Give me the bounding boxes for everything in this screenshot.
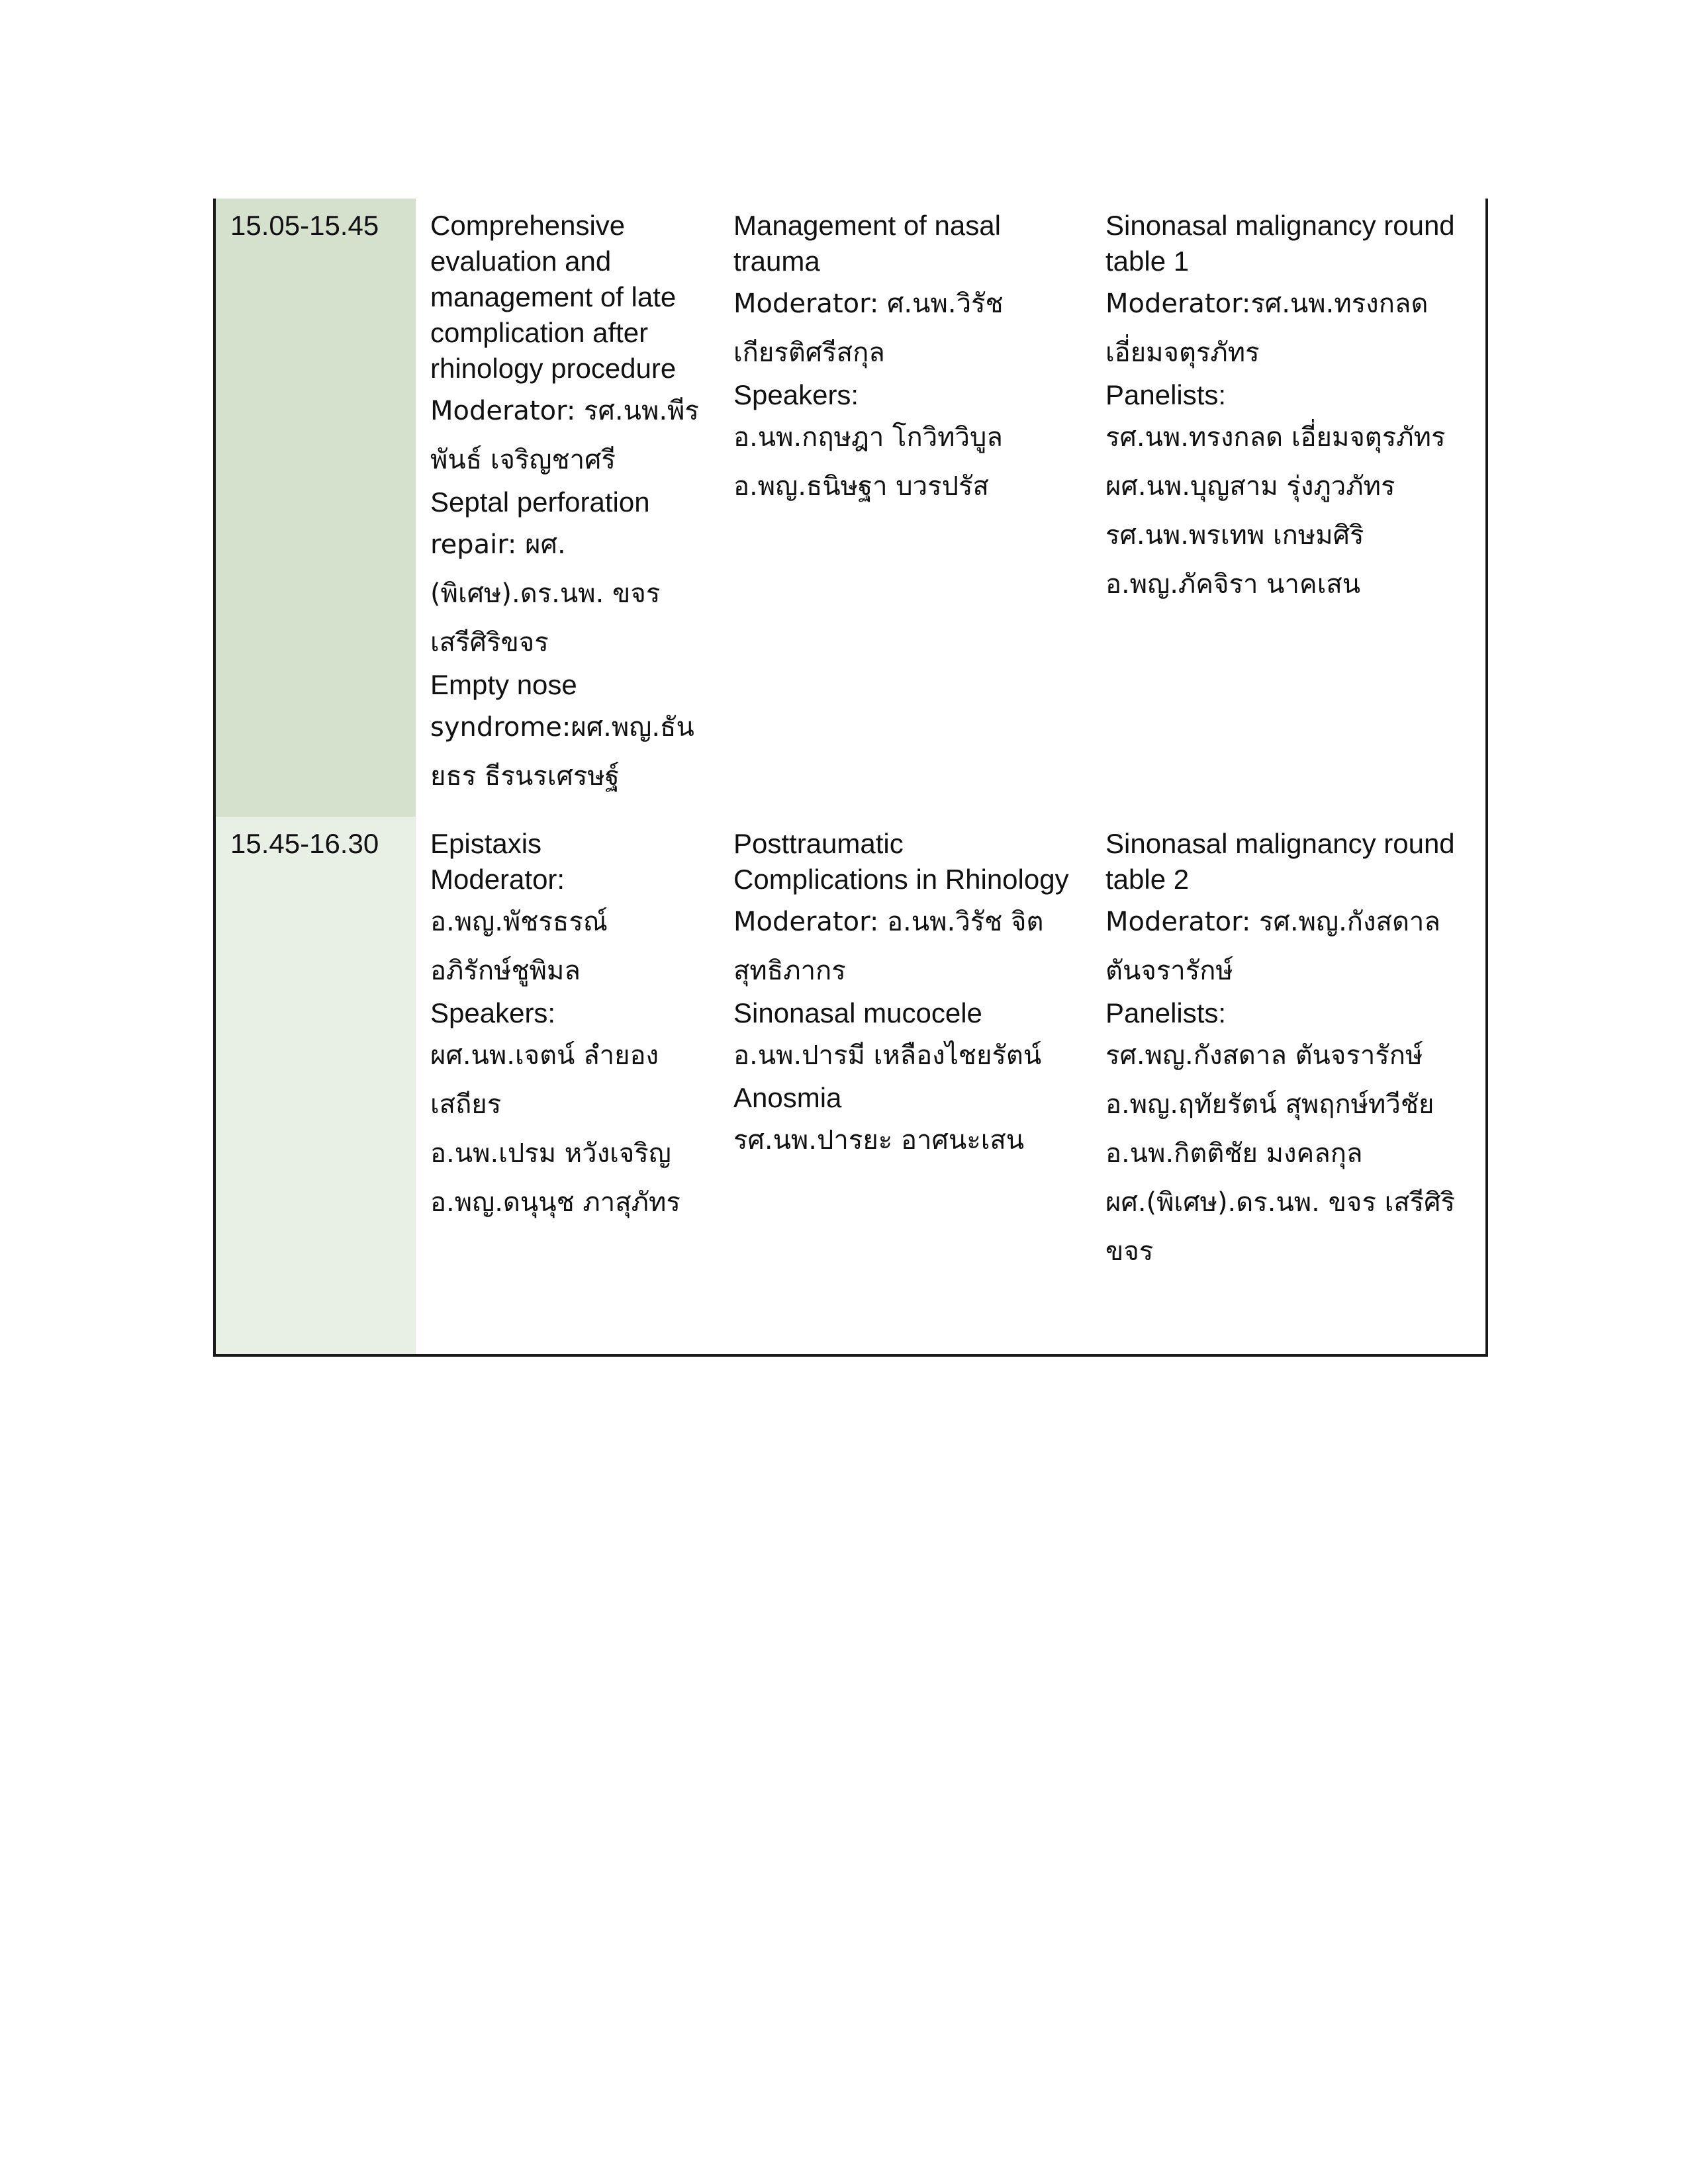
moderator-line: Moderator: รศ.นพ.พีร [430, 396, 699, 426]
moderator-line: ตันจรารักษ์ [1105, 956, 1233, 986]
speaker-line: อ.นพ.ปารมี เหลืองไชยรัตน์ [733, 1040, 1042, 1071]
speaker-line: (พิเศษ).ดร.นพ. ขจร [430, 578, 661, 609]
speaker-line: เสถียร [430, 1089, 502, 1120]
speaker-line: อ.พญ.ธนิษฐา บวรปรัส [733, 471, 989, 502]
session-cell [416, 817, 719, 1354]
speaker-line: อ.พญ.ดนุนุช ภาสุภัทร [430, 1187, 680, 1218]
session-title-line: management of late [430, 281, 677, 312]
session-title-line: Complications in Rhinology [733, 864, 1069, 895]
panelist-line: ขจร [1105, 1236, 1154, 1267]
panelists-heading: Panelists: [1105, 997, 1227, 1028]
session-cell [416, 199, 719, 817]
session-title-line: Management of nasal [733, 210, 1001, 241]
speaker-line: repair: ผศ. [430, 529, 566, 560]
session-title-line: evaluation and [430, 246, 612, 277]
schedule-table [213, 199, 1488, 1357]
speaker-line: ยธร ธีรนรเศรษฐ์ [430, 761, 620, 792]
session-title-line: rhinology procedure [430, 353, 677, 384]
moderator-line: อภิรักษ์ชูพิมล [430, 956, 581, 986]
session-cell [719, 817, 1091, 1354]
moderator-line: สุทธิภากร [733, 956, 846, 986]
moderator-line: Moderator: อ.นพ.วิรัช จิต [733, 907, 1044, 937]
panelist-line: ผศ.นพ.บุญสาม รุ่งภูวภัทร [1105, 471, 1395, 502]
time-label: 15.45-16.30 [230, 828, 379, 859]
speaker-line: ผศ.นพ.เจตน์ ลำยอง [430, 1040, 659, 1071]
panelists-heading: Panelists: [1105, 379, 1227, 410]
topic-line: Septal perforation [430, 486, 650, 518]
session-cell [719, 199, 1091, 817]
session-title-line: Sinonasal malignancy round [1105, 828, 1455, 859]
session-cell [1091, 817, 1485, 1354]
speaker-line: syndrome:ผศ.พญ.ธัน [430, 712, 694, 743]
panelist-line: อ.พญ.ภัคจิรา นาคเสน [1105, 569, 1361, 600]
time-cell [216, 817, 416, 1354]
topic-line: Anosmia [733, 1082, 842, 1113]
panelist-line: รศ.นพ.ทรงกลด เอี่ยมจตุรภัทร [1105, 422, 1446, 453]
speaker-line: รศ.นพ.ปารยะ อาศนะเสน [733, 1125, 1025, 1156]
speakers-heading: Speakers: [430, 997, 556, 1028]
moderator-line: เกียรติศรีสกุล [733, 338, 885, 368]
panelist-line: ผศ.(พิเศษ).ดร.นพ. ขจร เสรีศิริ [1105, 1187, 1456, 1218]
session-title-line: table 1 [1105, 246, 1190, 277]
session-title-line: trauma [733, 246, 820, 277]
session-title-line: Epistaxis [430, 828, 542, 859]
moderator-line: Moderator: รศ.พญ.กังสดาล [1105, 907, 1440, 937]
speaker-line: เสรีศิริขจร [430, 627, 549, 658]
panelist-line: รศ.พญ.กังสดาล ตันจรารักษ์ [1105, 1040, 1423, 1071]
moderator-line: พันธ์ เจริญชาศรี [430, 445, 616, 475]
session-cell [1091, 199, 1485, 817]
moderator-line: อ.พญ.พัชรธรณ์ [430, 907, 608, 937]
session-title-line: complication after [430, 317, 649, 348]
session-title-line: Sinonasal malignancy round [1105, 210, 1455, 241]
session-title-line: Comprehensive [430, 210, 626, 241]
speaker-line: อ.นพ.กฤษฎา โกวิทวิบูล [733, 422, 1003, 453]
moderator-heading: Moderator: [430, 864, 565, 895]
panelist-line: รศ.นพ.พรเทพ เกษมศิริ [1105, 520, 1364, 551]
time-label: 15.05-15.45 [230, 210, 379, 241]
topic-line: Sinonasal mucocele [733, 997, 982, 1028]
time-cell [216, 199, 416, 817]
session-title-line: Posttraumatic [733, 828, 904, 859]
session-title-line: table 2 [1105, 864, 1190, 895]
moderator-line: Moderator:รศ.นพ.ทรงกลด [1105, 289, 1429, 319]
moderator-line: เอี่ยมจตุรภัทร [1105, 338, 1260, 368]
panelist-line: อ.นพ.กิตติชัย มงคลกุล [1105, 1138, 1363, 1169]
moderator-line: Moderator: ศ.นพ.วิรัช [733, 289, 1004, 319]
speakers-heading: Speakers: [733, 379, 859, 410]
panelist-line: อ.พญ.ฤทัยรัตน์ สุพฤกษ์ทวีชัย [1105, 1089, 1434, 1120]
table-row [216, 199, 1485, 817]
topic-line: Empty nose [430, 669, 577, 700]
speaker-line: อ.นพ.เปรม หวังเจริญ [430, 1138, 671, 1169]
table-row [216, 817, 1485, 1354]
